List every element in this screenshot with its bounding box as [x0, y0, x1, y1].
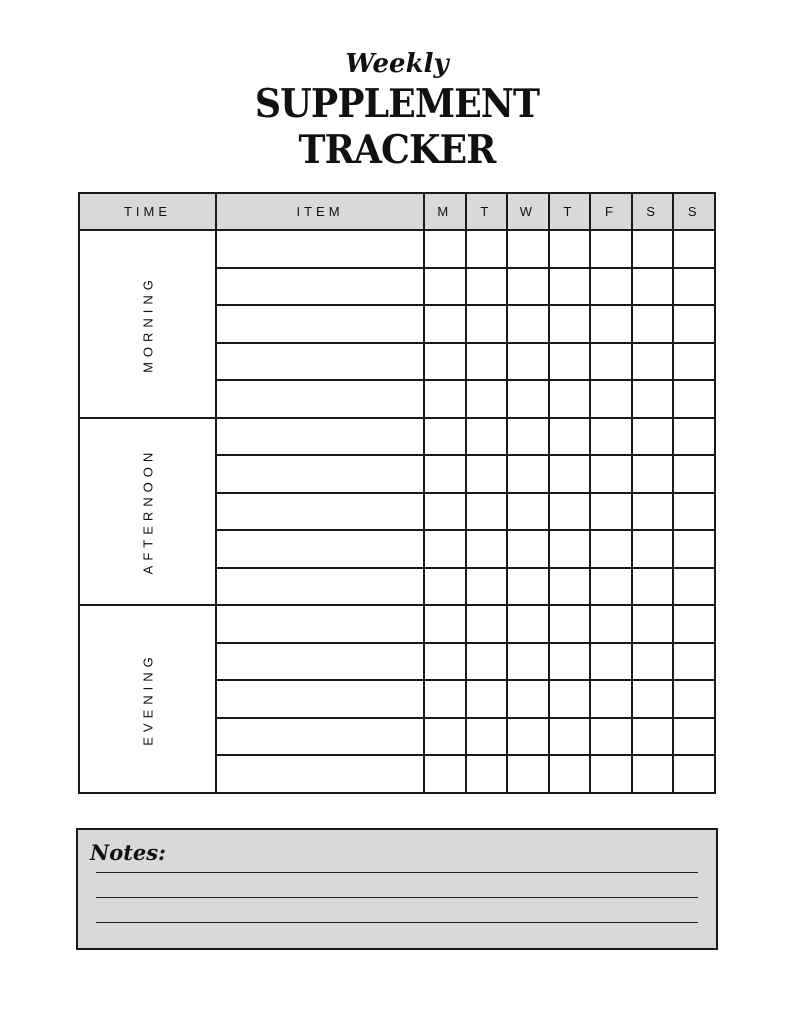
- item-cell[interactable]: [216, 718, 424, 756]
- day-check-cell[interactable]: [424, 530, 466, 568]
- day-check-cell[interactable]: [466, 680, 508, 718]
- day-check-cell[interactable]: [424, 418, 466, 456]
- day-check-cell[interactable]: [507, 380, 549, 418]
- day-check-cell[interactable]: [424, 643, 466, 681]
- day-check-cell[interactable]: [507, 530, 549, 568]
- day-check-cell[interactable]: [424, 455, 466, 493]
- day-check-cell[interactable]: [466, 718, 508, 756]
- day-check-cell[interactable]: [673, 718, 715, 756]
- day-check-cell[interactable]: [673, 493, 715, 531]
- day-check-cell[interactable]: [424, 380, 466, 418]
- day-check-cell[interactable]: [673, 230, 715, 268]
- item-cell[interactable]: [216, 268, 424, 306]
- day-check-cell[interactable]: [632, 380, 674, 418]
- day-check-cell[interactable]: [590, 643, 632, 681]
- day-check-cell[interactable]: [549, 643, 591, 681]
- day-check-cell[interactable]: [424, 305, 466, 343]
- day-check-cell[interactable]: [549, 455, 591, 493]
- day-check-cell[interactable]: [507, 568, 549, 606]
- day-check-cell[interactable]: [590, 568, 632, 606]
- day-check-cell[interactable]: [590, 418, 632, 456]
- day-check-cell[interactable]: [590, 755, 632, 793]
- day-check-cell[interactable]: [549, 305, 591, 343]
- day-check-cell[interactable]: [507, 493, 549, 531]
- day-check-cell[interactable]: [632, 755, 674, 793]
- item-cell[interactable]: [216, 343, 424, 381]
- day-check-cell[interactable]: [673, 530, 715, 568]
- page-title-line-2: TRACKER: [298, 127, 496, 173]
- day-check-cell[interactable]: [673, 455, 715, 493]
- tracker-table: [78, 192, 716, 794]
- item-cell[interactable]: [216, 455, 424, 493]
- day-check-cell[interactable]: [632, 455, 674, 493]
- item-cell[interactable]: [216, 380, 424, 418]
- day-check-cell[interactable]: [466, 418, 508, 456]
- day-check-cell[interactable]: [466, 380, 508, 418]
- day-check-cell[interactable]: [632, 418, 674, 456]
- tracker-body: [79, 230, 715, 793]
- day-check-cell[interactable]: [632, 343, 674, 381]
- day-check-cell[interactable]: [507, 230, 549, 268]
- item-cell[interactable]: [216, 755, 424, 793]
- period-label: MORNING: [140, 274, 155, 373]
- day-check-cell[interactable]: [507, 455, 549, 493]
- day-check-cell[interactable]: [673, 680, 715, 718]
- day-header-sun: S: [673, 193, 715, 230]
- day-check-cell[interactable]: [424, 343, 466, 381]
- day-check-cell[interactable]: [549, 755, 591, 793]
- day-check-cell[interactable]: [507, 268, 549, 306]
- day-check-cell[interactable]: [466, 643, 508, 681]
- day-check-cell[interactable]: [424, 680, 466, 718]
- day-check-cell[interactable]: [632, 268, 674, 306]
- day-check-cell[interactable]: [590, 230, 632, 268]
- header-row: [79, 193, 715, 230]
- day-check-cell[interactable]: [466, 755, 508, 793]
- day-header-sat: S: [632, 193, 674, 230]
- day-check-cell[interactable]: [673, 268, 715, 306]
- day-check-cell[interactable]: [466, 455, 508, 493]
- day-check-cell[interactable]: [632, 568, 674, 606]
- day-check-cell[interactable]: [632, 718, 674, 756]
- day-check-cell[interactable]: [673, 305, 715, 343]
- day-check-cell[interactable]: [466, 568, 508, 606]
- day-check-cell[interactable]: [673, 418, 715, 456]
- day-check-cell[interactable]: [549, 680, 591, 718]
- day-check-cell[interactable]: [673, 343, 715, 381]
- time-header: TIME: [79, 193, 216, 230]
- day-check-cell[interactable]: [632, 305, 674, 343]
- day-check-cell[interactable]: [673, 568, 715, 606]
- day-header-tue: T: [466, 193, 508, 230]
- item-cell[interactable]: [216, 418, 424, 456]
- table-row: [79, 418, 715, 456]
- day-check-cell[interactable]: [549, 380, 591, 418]
- day-check-cell[interactable]: [549, 568, 591, 606]
- item-cell[interactable]: [216, 493, 424, 531]
- table-row: [79, 230, 715, 268]
- day-check-cell[interactable]: [590, 680, 632, 718]
- item-cell[interactable]: [216, 605, 424, 643]
- day-check-cell[interactable]: [466, 230, 508, 268]
- title-block: [0, 48, 794, 172]
- item-cell[interactable]: [216, 530, 424, 568]
- page-subtitle: Weekly: [345, 49, 449, 79]
- item-cell[interactable]: [216, 305, 424, 343]
- day-check-cell[interactable]: [466, 305, 508, 343]
- day-check-cell[interactable]: [549, 230, 591, 268]
- day-check-cell[interactable]: [507, 680, 549, 718]
- day-check-cell[interactable]: [632, 605, 674, 643]
- day-check-cell[interactable]: [466, 343, 508, 381]
- day-check-cell[interactable]: [507, 418, 549, 456]
- day-check-cell[interactable]: [507, 643, 549, 681]
- day-check-cell[interactable]: [466, 493, 508, 531]
- day-check-cell[interactable]: [424, 493, 466, 531]
- day-check-cell[interactable]: [549, 718, 591, 756]
- period-label: EVENING: [140, 651, 155, 746]
- day-check-cell[interactable]: [673, 605, 715, 643]
- day-check-cell[interactable]: [507, 605, 549, 643]
- notes-line[interactable]: [96, 872, 698, 873]
- page-title-line-1: SUPPLEMENT: [254, 81, 540, 127]
- item-header: ITEM: [216, 193, 424, 230]
- day-header-fri: F: [590, 193, 632, 230]
- period-cell-evening: [79, 605, 216, 793]
- day-check-cell[interactable]: [549, 605, 591, 643]
- day-check-cell[interactable]: [590, 380, 632, 418]
- day-check-cell[interactable]: [549, 343, 591, 381]
- day-check-cell[interactable]: [424, 230, 466, 268]
- day-check-cell[interactable]: [590, 605, 632, 643]
- table-row: [79, 605, 715, 643]
- day-check-cell[interactable]: [549, 530, 591, 568]
- notes-line[interactable]: [96, 922, 698, 923]
- day-check-cell[interactable]: [590, 718, 632, 756]
- day-check-cell[interactable]: [466, 268, 508, 306]
- item-cell[interactable]: [216, 568, 424, 606]
- day-check-cell[interactable]: [549, 493, 591, 531]
- day-check-cell[interactable]: [424, 755, 466, 793]
- period-cell-morning: [79, 230, 216, 418]
- day-check-cell[interactable]: [466, 530, 508, 568]
- day-check-cell[interactable]: [632, 530, 674, 568]
- day-check-cell[interactable]: [590, 343, 632, 381]
- day-check-cell[interactable]: [507, 718, 549, 756]
- notes-label: Notes:: [90, 840, 166, 865]
- day-check-cell[interactable]: [673, 380, 715, 418]
- day-check-cell[interactable]: [632, 680, 674, 718]
- day-check-cell[interactable]: [590, 493, 632, 531]
- day-check-cell[interactable]: [424, 568, 466, 606]
- notes-line[interactable]: [96, 897, 698, 898]
- day-check-cell[interactable]: [673, 643, 715, 681]
- day-check-cell[interactable]: [424, 268, 466, 306]
- day-check-cell[interactable]: [507, 343, 549, 381]
- day-header-mon: M: [424, 193, 466, 230]
- day-check-cell[interactable]: [424, 718, 466, 756]
- day-check-cell[interactable]: [466, 605, 508, 643]
- day-check-cell[interactable]: [632, 643, 674, 681]
- item-cell[interactable]: [216, 680, 424, 718]
- day-header-thu: T: [549, 193, 591, 230]
- day-check-cell[interactable]: [424, 605, 466, 643]
- day-check-cell[interactable]: [590, 530, 632, 568]
- period-label: AFTERNOON: [140, 447, 155, 575]
- day-check-cell[interactable]: [632, 493, 674, 531]
- day-check-cell[interactable]: [549, 268, 591, 306]
- item-cell[interactable]: [216, 230, 424, 268]
- day-check-cell[interactable]: [590, 455, 632, 493]
- day-check-cell[interactable]: [590, 305, 632, 343]
- day-check-cell[interactable]: [673, 755, 715, 793]
- period-cell-afternoon: [79, 418, 216, 606]
- day-check-cell[interactable]: [632, 230, 674, 268]
- day-header-wed: W: [507, 193, 549, 230]
- notes-box: [76, 828, 718, 950]
- day-check-cell[interactable]: [549, 418, 591, 456]
- day-check-cell[interactable]: [590, 268, 632, 306]
- day-check-cell[interactable]: [507, 755, 549, 793]
- item-cell[interactable]: [216, 643, 424, 681]
- day-check-cell[interactable]: [507, 305, 549, 343]
